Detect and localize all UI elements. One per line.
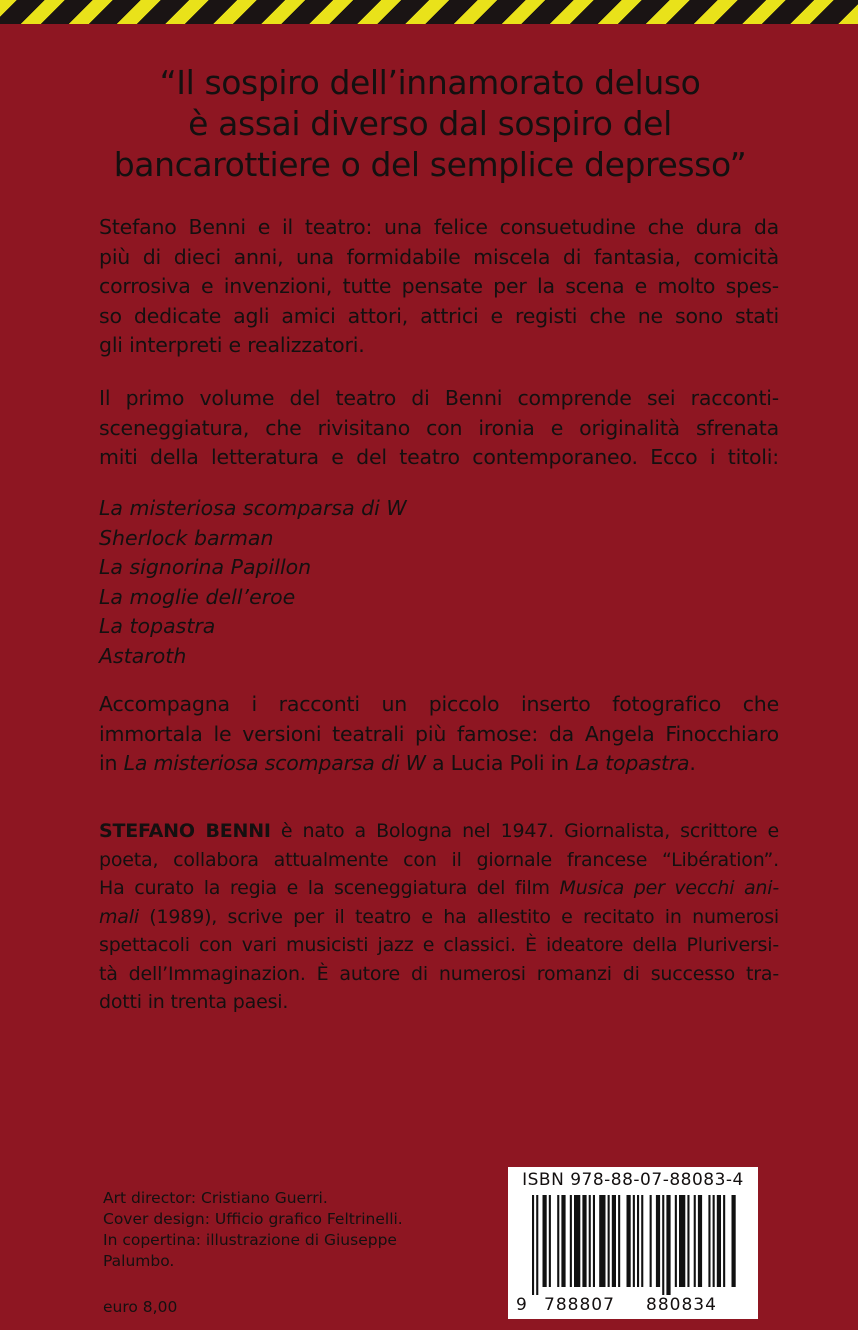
photo-insert-paragraph [99, 690, 779, 779]
cover-quote [60, 62, 800, 185]
author-bio [99, 817, 779, 1017]
barcode-bar [574, 1195, 580, 1287]
intro-paragraph [99, 213, 779, 361]
barcode-bar [675, 1195, 677, 1287]
barcode-label [508, 1167, 758, 1319]
title-item: La misteriosa scomparsa di W [99, 496, 407, 520]
credit-line: Palumbo. [103, 1252, 175, 1270]
barcode-bar [732, 1195, 736, 1287]
volume-paragraph [99, 384, 779, 473]
film-title: Musica per vecchi ani- [559, 877, 779, 899]
text-line: so dedicate agli amici attori, attrici e registi che ne sono stati [99, 303, 779, 328]
title-list [99, 494, 407, 671]
title-ref: La misteriosa scomparsa di W [123, 751, 426, 775]
text-line: Accompagna i racconti un piccolo inserto fotografico che [99, 692, 779, 716]
title-item: La moglie dell’eroe [99, 584, 296, 609]
barcode-bar [582, 1195, 586, 1287]
barcode-bar [698, 1195, 702, 1287]
credit-line: In copertina: illustrazione di Giuseppe [103, 1231, 397, 1249]
text-line: corrosiva e invenzioni, tutte pensate per la scena e molto spes- [99, 274, 779, 298]
barcode-bar [599, 1195, 605, 1287]
text-line [99, 903, 779, 932]
text-line: più di dieci anni, una formidabile miscela di fantasia, comicità [99, 244, 779, 269]
barcode-digits-right: 880834 [646, 1295, 717, 1315]
barcode-bar [694, 1195, 696, 1287]
text-line: dotti in trenta paesi. [99, 991, 289, 1013]
barcode-bar [666, 1195, 670, 1295]
text-line: miti della letteratura e del teatro contemporaneo. Ecco i titoli: [99, 445, 779, 469]
isbn-text: ISBN 978-88-07-88083-4 [522, 1170, 744, 1190]
credits [103, 1188, 403, 1272]
barcode-bar [641, 1195, 643, 1287]
title-item: La signorina Papillon [99, 555, 312, 579]
text-line: spettacoli con vari musicisti jazz e classici. È ideatore della Pluriversi- [99, 934, 779, 956]
text-span: Ha curato la regia e la sceneggiatura del film [99, 877, 560, 899]
barcode-bar [713, 1195, 715, 1287]
barcode-bar [656, 1195, 660, 1287]
credit-line: Art director: Cristiano Guerri. [103, 1189, 328, 1207]
text-line: sceneggiatura, che rivisitano con ironia e originalità sfrenata [99, 415, 779, 440]
film-title: mali [99, 905, 139, 928]
title-item: La topastra [99, 614, 216, 638]
barcode-digits-left: 788807 [544, 1295, 615, 1315]
text-line: gli interpreti e realizzatori. [99, 333, 365, 357]
quote-line: è assai diverso dal sospiro del [188, 104, 672, 143]
barcode-bar [608, 1195, 610, 1287]
text-line: poeta, collabora attualmente con il giornale francese “Libération”. [99, 848, 779, 871]
barcode-bar [561, 1195, 565, 1287]
text-line [99, 874, 779, 903]
barcode-bar [633, 1195, 635, 1287]
text-line [99, 817, 779, 846]
text-span: a Lucia Poli in [425, 751, 576, 775]
barcode-bar [532, 1195, 534, 1295]
barcode-bar [618, 1195, 620, 1287]
text-line: Il primo volume del teatro di Benni comprende sei racconti- [99, 386, 779, 410]
barcode-bar [723, 1195, 725, 1287]
barcode-bar [549, 1195, 551, 1287]
price: euro 8,00 [103, 1298, 178, 1316]
author-name: STEFANO BENNI [99, 820, 271, 842]
text-span: (1989), scrive per il teatro e ha allestito e recitato in numerosi [138, 905, 779, 928]
text-span: è nato a Bologna nel 1947. Giornalista, scrittore e [270, 820, 780, 842]
barcode-bars [532, 1195, 736, 1295]
quote-line: “Il sospiro dell’innamorato deluso [159, 63, 701, 102]
barcode-digit-prefix: 9 [516, 1295, 528, 1315]
text-span: . [689, 751, 696, 775]
barcode-bar [717, 1195, 721, 1287]
barcode-bar [687, 1195, 689, 1287]
title-item: Sherlock barman [99, 525, 274, 550]
barcode-bar [589, 1195, 591, 1287]
barcode-bar [679, 1195, 685, 1287]
barcode-bar [612, 1195, 616, 1287]
title-item: Astaroth [99, 643, 187, 668]
yellow-black-stripe [0, 0, 858, 24]
title-ref: La topastra [575, 751, 690, 775]
barcode-bar [557, 1195, 559, 1287]
quote-line: bancarottiere o del semplice depresso” [113, 145, 747, 184]
barcode-bar [708, 1195, 710, 1287]
barcode-bar [637, 1195, 639, 1287]
barcode-bar [570, 1195, 572, 1287]
text-line: Stefano Benni e il teatro: una felice consuetudine che dura da [99, 215, 779, 239]
barcode-bar [662, 1195, 664, 1295]
barcode-bar [650, 1195, 652, 1287]
barcode-bar [536, 1195, 538, 1295]
text-line: tà dell’Immaginazion. È autore di numerosi romanzi di successo tra- [99, 962, 779, 985]
barcode-bar [627, 1195, 631, 1287]
text-line: immortala le versioni teatrali più famose: da Angela Finocchiaro [99, 721, 779, 746]
credit-line: Cover design: Ufficio grafico Feltrinelli. [103, 1210, 403, 1228]
text-span: in [99, 751, 124, 775]
barcode-bar [543, 1195, 547, 1287]
barcode-bar [593, 1195, 595, 1287]
text-line [99, 749, 779, 779]
